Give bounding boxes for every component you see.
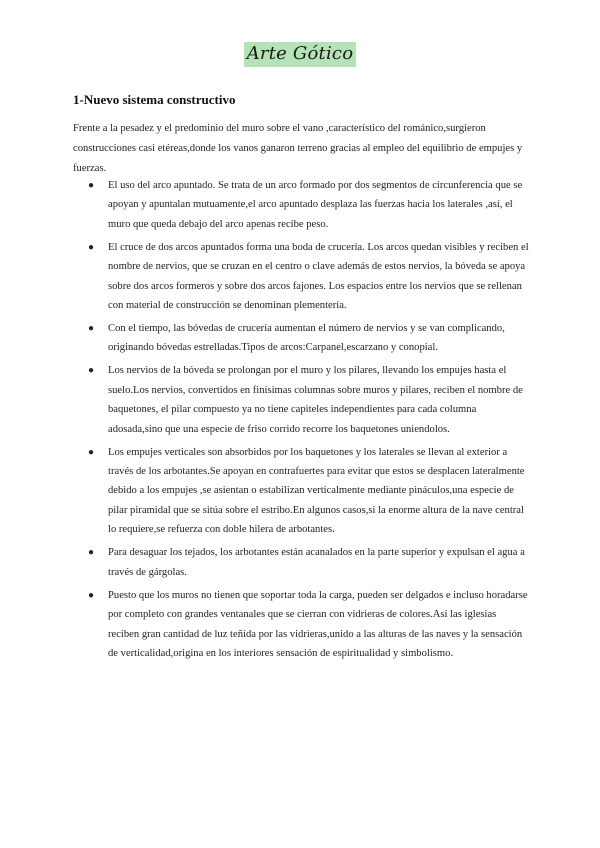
bullet-list	[73, 176, 529, 667]
list-item-text: Con el tiempo, las bóvedas de crucería aumentan el número de nervios y se van complicando, originando bóvedas estrelladas.Tipos de arcos:Carpanel,escarzano y conopial.	[108, 323, 505, 354]
title-container	[0, 42, 600, 67]
bullet-icon: ●	[88, 547, 95, 559]
list-item	[73, 543, 529, 582]
list-item	[73, 176, 529, 234]
section-heading: 1-Nuevo sistema constructivo	[73, 92, 236, 107]
list-item	[73, 319, 529, 358]
page-title: Arte Gótico	[244, 42, 357, 67]
intro-paragraph: Frente a la pesadez y el predominio del muro sobre el vano ,característico del románico,surgieron construcciones casi etéreas,donde los vanos ganaron terreno gracias al empleo del equilibrio de empujes y fuerzas.	[73, 123, 523, 174]
list-item	[73, 443, 529, 540]
list-item-text: El uso del arco apuntado. Se trata de un arco formado por dos segmentos de circunferencia que se apoyan y apuntalan mutuamente,el arco apuntado desplaza las fuerzas hacia los laterales ,así, el muro que queda debajo del arco apenas recibe peso.	[108, 180, 523, 230]
bullet-icon: ●	[88, 589, 95, 601]
bullet-icon: ●	[88, 365, 95, 377]
bullet-icon: ●	[88, 323, 95, 335]
list-item-text: Los empujes verticales son absorbidos por los baquetones y los laterales se llevan al exterior a través de los arbotantes.Se apoyan en contrafuertes para evitar que estos se desplacen lateralmente debido a los empujes ,se asientan o estabilizan verticalmente mediante pináculos,una especie de pilar piramidal que se sitúa sobre el estribo.En algunos casos,si la enorme altura de la nave central lo requiere,se refuerza con doble hilera de arbotantes.	[108, 446, 525, 536]
list-item-text: El cruce de dos arcos apuntados forma una boda de crucería. Los arcos quedan visibles y reciben el nombre de nervios, que se cruzan en el centro o clave además de estos nervios, la bóveda se apoya sobre dos arcos formeros y sobre dos arcos fajones. Los espacios entre los nervios que se rellenan con material de construcción se denominan plementería.	[108, 241, 529, 312]
bullet-icon: ●	[88, 180, 95, 191]
list-item	[73, 361, 529, 439]
list-item-text: Para desaguar los tejados, los arbotantes están acanalados en la parte superior y expulsan el agua a través de gárgolas.	[108, 547, 525, 578]
list-item-text: Los nervios de la bóveda se prolongan por el muro y los pilares, llevando los empujes hasta el suelo.Los nervios, convertidos en finísimas columnas sobre muros y pilares, reciben el nombre de baquetones, el pilar compuesto ya no tiene capiteles independientes para cada columna adosada,sino que una especie de friso corrido recorre los baquetones uniendolos.	[108, 365, 523, 435]
list-item	[73, 586, 529, 664]
bullet-icon: ●	[88, 241, 95, 253]
list-item	[73, 238, 529, 316]
bullet-icon: ●	[88, 446, 95, 458]
list-item-text: Puesto que los muros no tienen que soportar toda la carga, pueden ser delgados e incluso horadarse por completo con grandes ventanales que se cierran con vidrieras de colores.Así las iglesias reciben gran cantidad de luz teñida por las vidrieras,unido a las alturas de las naves y la sensación de verticalidad,origina en los interiores sensación de espiritualidad y simbolismo.	[108, 589, 528, 659]
